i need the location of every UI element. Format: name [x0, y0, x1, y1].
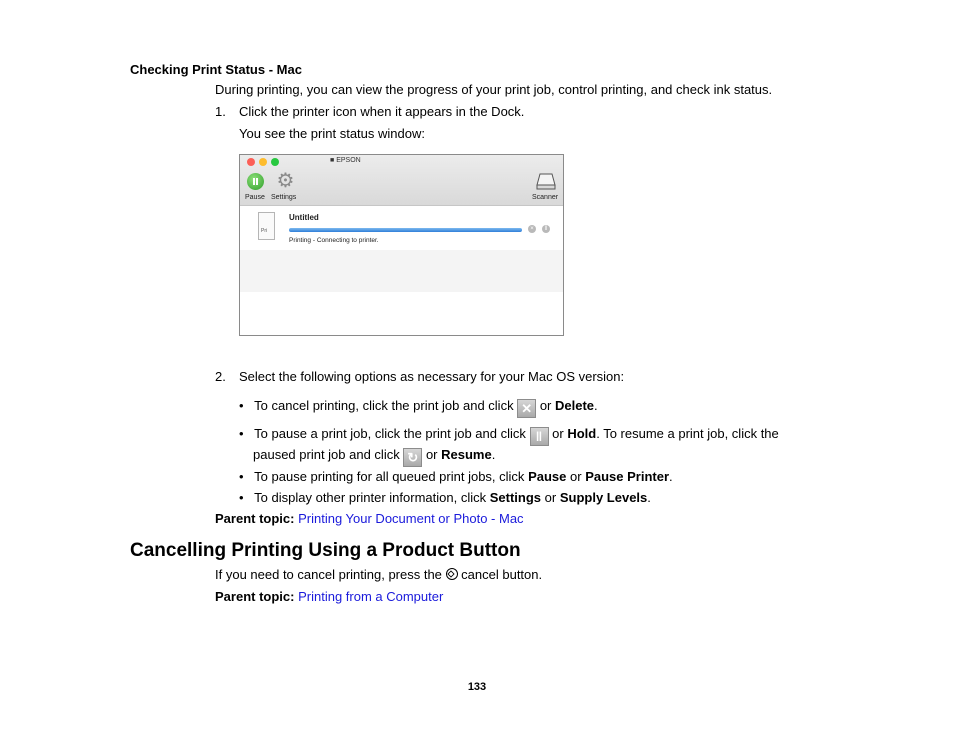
zoom-dot-icon [271, 158, 279, 166]
section-heading-cancel: Cancelling Printing Using a Product Button [130, 540, 521, 561]
parent-topic-label: Parent topic: [215, 511, 295, 526]
bullet-pause-all [239, 469, 673, 485]
bullet-resume-or: or [425, 447, 438, 462]
bullet-pause-all-text: To pause printing for all queued print jobs, click [254, 469, 525, 484]
settings-label: Settings [271, 194, 297, 201]
intro-paragraph: During printing, you can view the progress of your print job, control printing, and check ink status. [215, 82, 773, 97]
pause-label-bold: Pause [528, 469, 567, 484]
cancel-job-icon: × [528, 225, 536, 233]
bullet-pause-all-end: . [669, 469, 673, 484]
bullet-mark: • [239, 469, 244, 484]
bullet-info-text: To display other printer information, click [254, 490, 487, 505]
bullet-cancel-end: . [594, 398, 598, 413]
bullet-pause-continued [253, 447, 495, 467]
parent-topic-link-mac[interactable]: Printing Your Document or Photo - Mac [298, 511, 524, 526]
bullet-cancel-or: or [539, 398, 552, 413]
bullet-mark: • [239, 426, 244, 441]
page-number: 133 [467, 681, 487, 693]
bullet-pause-all-or: or [570, 469, 582, 484]
bullet-pause-text-b: . To resume a print job, click the [596, 426, 779, 441]
cancel-text-a: If you need to cancel printing, press the [215, 567, 442, 582]
close-dot-icon [247, 158, 255, 166]
stop-cancel-icon [446, 568, 458, 580]
pause-job-icon: ‖ [542, 225, 550, 233]
parent-topic-2 [215, 589, 443, 605]
bullet-cancel [239, 398, 598, 418]
bullet-cancel-text: To cancel printing, click the print job and click [254, 398, 514, 413]
parent-topic-link-computer[interactable]: Printing from a Computer [298, 589, 444, 604]
step-2-number: 2. [215, 369, 226, 384]
document-thumbnail-icon [258, 212, 275, 240]
hold-pause-button-icon: ‖ [530, 427, 549, 446]
minimize-dot-icon [259, 158, 267, 166]
window-toolbar [240, 155, 563, 206]
parent-topic-1 [215, 511, 524, 527]
settings-label-bold: Settings [489, 490, 542, 505]
job-status-text: Printing - Connecting to printer. [289, 237, 379, 244]
bullet-info-or: or [544, 490, 557, 505]
hold-label: Hold [567, 426, 597, 441]
delete-label: Delete [555, 398, 595, 413]
parent-topic-label: Parent topic: [215, 589, 295, 604]
step-1-subtext: You see the print status window: [239, 126, 425, 141]
bullet-pause-text: To pause a print job, click the print job and click [254, 426, 526, 441]
print-job-row [240, 206, 563, 250]
step-1-text: Click the printer icon when it appears in the Dock. [239, 104, 525, 119]
print-status-window-screenshot [239, 154, 564, 336]
delete-x-button-icon: ✕ [517, 399, 536, 418]
step-1-number: 1. [215, 104, 226, 119]
section-heading-print-status: Checking Print Status - Mac [130, 62, 302, 77]
step-2-text: Select the following options as necessary for your Mac OS version: [239, 369, 625, 384]
bullet-info [239, 490, 651, 506]
bullet-mark: • [239, 398, 244, 413]
pause-printer-label: Pause Printer [585, 469, 670, 484]
cancel-text-b: cancel button. [461, 567, 543, 582]
supply-levels-label: Supply Levels [559, 490, 648, 505]
scanner-icon [536, 173, 556, 190]
cancel-paragraph [215, 567, 542, 583]
job-name: Untitled [289, 213, 319, 222]
gear-icon: ⚙ [276, 170, 295, 192]
bullet-info-end: . [647, 490, 651, 505]
resume-label: Resume [441, 447, 492, 462]
bullet-pause [239, 426, 779, 446]
document-thumbnail-text: Pri [261, 228, 268, 234]
bullet-resume-text: paused print job and click [253, 447, 400, 462]
printer-icon: ■ [330, 157, 335, 164]
pause-label: Pause [245, 194, 265, 201]
empty-job-row [240, 250, 563, 292]
bullet-resume-end: . [491, 447, 496, 462]
scanner-label: Scanner [532, 194, 559, 201]
window-title-text: EPSON [336, 157, 361, 164]
resume-button-icon: ↻ [403, 448, 422, 467]
bullet-mark: • [239, 490, 244, 505]
window-title [330, 157, 361, 164]
pause-icon [247, 173, 264, 190]
bullet-pause-or: or [552, 426, 564, 441]
job-progress-bar [289, 228, 522, 232]
